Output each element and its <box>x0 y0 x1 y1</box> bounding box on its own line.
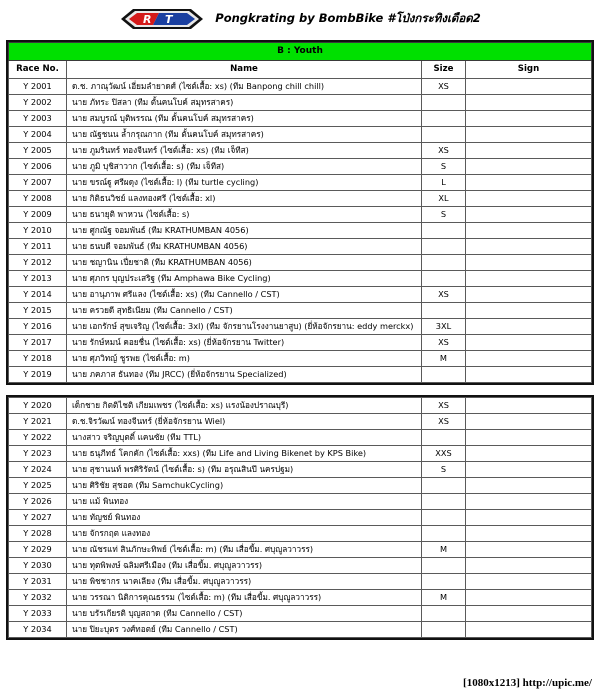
cell-size <box>422 478 466 494</box>
cell-size <box>421 223 465 239</box>
cell-race-no: Y 2002 <box>9 95 67 111</box>
cell-name: นาย ภูมิ บุชิสาวาก (ไซต์เสื้อ: s) (ทีม เจ็ทีส) <box>67 159 422 175</box>
cell-race-no: Y 2030 <box>9 558 67 574</box>
cell-race-no: Y 2010 <box>9 223 67 239</box>
table-row <box>9 287 592 303</box>
cell-name: นาย ครวยดี สุทธิเนียม (ทีม Cannello / CST) <box>67 303 422 319</box>
cell-sign <box>466 542 592 558</box>
page-title: Pongkrating by BombBike #โป่งกระทิงเดือด2 <box>215 11 481 25</box>
table-row <box>9 558 592 574</box>
cell-sign <box>465 207 591 223</box>
cell-race-no: Y 2031 <box>9 574 67 590</box>
cell-size: M <box>421 351 465 367</box>
cell-size <box>422 574 466 590</box>
column-header-name: Name <box>67 61 422 79</box>
cell-sign <box>465 319 591 335</box>
table-row <box>9 111 592 127</box>
cell-name: นาย กิติธนวิชย์ แลงทองศรี (ไซต์เสื้อ: xl) <box>67 191 422 207</box>
cell-sign <box>465 95 591 111</box>
cell-name: นาย อานุภาพ ศรีแลง (ไซต์เสื้อ: xs) (ทีม Cannello / CST) <box>67 287 422 303</box>
cell-size <box>422 622 466 638</box>
cell-race-no: Y 2015 <box>9 303 67 319</box>
cell-name: นาย ภคภาส ธันทอง (ทีม JRCC) (ยี่ห้อจักรยาน Specialized) <box>67 367 422 383</box>
cell-sign <box>465 271 591 287</box>
cell-name: นาย ปิยะบุตร วงศ์ทอตย์ (ทีม Cannello / CST) <box>67 622 422 638</box>
cell-race-no: Y 2023 <box>9 446 67 462</box>
cell-size: 3XL <box>421 319 465 335</box>
category-banner-row <box>9 43 592 61</box>
cell-name: นาย วรรณา นิติการคุณธรรม (ไซต์เสื้อ: m) (ทีม เสื่อขี้ม. ศบุญูลวาวรร) <box>67 590 422 606</box>
cell-name: นาย ชญานิน เปี่ยชาติ (ทีม KRATHUMBAN 4056) <box>67 255 422 271</box>
cell-sign <box>466 622 592 638</box>
cell-size <box>421 95 465 111</box>
table-row <box>9 351 592 367</box>
roster-table-1 <box>8 42 592 383</box>
cell-name: นาย ทุตพิพงษ์ ฉลิมศรีเมือง (ทีม เสื่อขี้ม. ศบุญูลวาวรร) <box>67 558 422 574</box>
table-row <box>9 574 592 590</box>
cell-sign <box>466 574 592 590</box>
table-row <box>9 542 592 558</box>
cell-sign <box>466 430 592 446</box>
table-row <box>9 510 592 526</box>
cell-race-no: Y 2013 <box>9 271 67 287</box>
table-row <box>9 319 592 335</box>
cell-sign <box>465 367 591 383</box>
cell-race-no: Y 2024 <box>9 462 67 478</box>
table-row <box>9 79 592 95</box>
cell-sign <box>465 175 591 191</box>
cell-race-no: Y 2011 <box>9 239 67 255</box>
table-row <box>9 494 592 510</box>
cell-sign <box>465 239 591 255</box>
cell-sign <box>465 191 591 207</box>
cell-size: S <box>421 207 465 223</box>
cell-size <box>422 606 466 622</box>
table-row <box>9 478 592 494</box>
cell-size: XXS <box>422 446 466 462</box>
cell-name: นาย ขรณ์ฐู ศรีผดุง (ไซต์เสื้อ: l) (ทีม turtle cycling) <box>67 175 422 191</box>
table-row <box>9 239 592 255</box>
cell-name: นาย ทัญชย์ พินทอง <box>67 510 422 526</box>
cell-size: XS <box>422 398 466 414</box>
cell-sign <box>465 79 591 95</box>
table-row <box>9 95 592 111</box>
cell-size <box>422 510 466 526</box>
cell-size: XL <box>421 191 465 207</box>
cell-sign <box>465 111 591 127</box>
cell-sign <box>466 462 592 478</box>
cell-race-no: Y 2027 <box>9 510 67 526</box>
cell-size <box>422 430 466 446</box>
cell-sign <box>465 127 591 143</box>
table-row <box>9 622 592 638</box>
cell-race-no: Y 2018 <box>9 351 67 367</box>
cell-race-no: Y 2001 <box>9 79 67 95</box>
cell-race-no: Y 2004 <box>9 127 67 143</box>
column-header-size: Size <box>421 61 465 79</box>
cell-sign <box>466 414 592 430</box>
cell-size <box>422 558 466 574</box>
cell-sign <box>465 335 591 351</box>
cell-size: XS <box>421 335 465 351</box>
cell-size <box>421 255 465 271</box>
cell-size: XS <box>421 287 465 303</box>
table-row <box>9 606 592 622</box>
table-row <box>9 143 592 159</box>
cell-name: นาย รักษ์หมน์ คอยชื่น (ไซต์เสื้อ: xs) (ยี่ห้อจักรยาน Twitter) <box>67 335 422 351</box>
cell-size <box>421 111 465 127</box>
cell-size: S <box>422 462 466 478</box>
table-row <box>9 414 592 430</box>
category-banner: B : Youth <box>9 43 592 61</box>
cell-race-no: Y 2005 <box>9 143 67 159</box>
cell-race-no: Y 2034 <box>9 622 67 638</box>
document-header <box>0 0 600 38</box>
cell-size: M <box>422 542 466 558</box>
table-row <box>9 223 592 239</box>
cell-name: นาย ธนายุติ พาหวน (ไซต์เสื้อ: s) <box>67 207 422 223</box>
watermark-footer: [1080x1213] http://upic.me/ <box>463 677 592 689</box>
table-row <box>9 191 592 207</box>
table-row <box>9 207 592 223</box>
table-row <box>9 175 592 191</box>
cell-size: XS <box>422 414 466 430</box>
cell-sign <box>465 351 591 367</box>
cell-name: ด.ช.จิรวัฒน์ ทองจีนทร์ (ยี่ห้อจักรยาน Wiel) <box>67 414 422 430</box>
cell-name: นาย จักรกฤต แลงทอง <box>67 526 422 542</box>
cell-name: นาย ณัฐชนน ล้ำกรุณกาก (ทีม ตั้นคนโบค์ สมุทรสาคร) <box>67 127 422 143</box>
cell-name: นาย บรัรเกียรติ บุญสถาด (ทีม Cannello / CST) <box>67 606 422 622</box>
cell-race-no: Y 2012 <box>9 255 67 271</box>
table-row <box>9 127 592 143</box>
cell-sign <box>466 478 592 494</box>
svg-text:T: T <box>165 13 173 26</box>
cell-race-no: Y 2014 <box>9 287 67 303</box>
table-row <box>9 398 592 414</box>
cell-name: ด.ช. ภาณุวัฒน์ เอี่ยมลำยาดศ์ (ไซต์เสื้อ: xs) (ทีม Banpong chill chill) <box>67 79 422 95</box>
roster-table-2 <box>8 397 592 638</box>
cell-name: นาย ภูมรินทร์ ทองจีนทร์ (ไซต์เสื้อ: xs) (ทีม เจ็ทีส) <box>67 143 422 159</box>
cell-size: L <box>421 175 465 191</box>
cell-size <box>422 526 466 542</box>
cell-sign <box>465 255 591 271</box>
cell-race-no: Y 2025 <box>9 478 67 494</box>
cell-race-no: Y 2028 <box>9 526 67 542</box>
cell-size <box>421 303 465 319</box>
cell-sign <box>465 287 591 303</box>
cell-race-no: Y 2019 <box>9 367 67 383</box>
cell-race-no: Y 2016 <box>9 319 67 335</box>
table-header-row <box>9 61 592 79</box>
cell-race-no: Y 2009 <box>9 207 67 223</box>
cell-sign <box>465 143 591 159</box>
cell-name: นาย ณัชรแท่ สินภักษะทิพย์ (ไซต์เสื้อ: m) (ทีม เสื่อขี้ม. ศบุญูลวาวรร) <box>67 542 422 558</box>
cell-sign <box>466 526 592 542</box>
cell-race-no: Y 2032 <box>9 590 67 606</box>
cell-race-no: Y 2026 <box>9 494 67 510</box>
cell-name: นาย สมบูรณ์ บุติพรรณ (ทีม ตั้นคนโบค์ สมุทรสาคร) <box>67 111 422 127</box>
cell-race-no: Y 2007 <box>9 175 67 191</box>
svg-text:R: R <box>143 13 152 26</box>
table-row <box>9 367 592 383</box>
cell-size <box>421 239 465 255</box>
cell-sign <box>465 303 591 319</box>
cell-race-no: Y 2006 <box>9 159 67 175</box>
cell-race-no: Y 2033 <box>9 606 67 622</box>
cell-name: นาย พิชชากร นาคเลียง (ทีม เสื่อขี้ม. ศบุญูลวาวรร) <box>67 574 422 590</box>
cell-name: นาย แม้ พินทอง <box>67 494 422 510</box>
cell-size <box>421 271 465 287</box>
cell-race-no: Y 2003 <box>9 111 67 127</box>
cell-name: นาย สุชานนท์ พรศิริรัตน์ (ไซต์เสื้อ: s) (ทีม อรุณสินปี นครปฐม) <box>67 462 422 478</box>
table-row <box>9 526 592 542</box>
cell-sign <box>466 606 592 622</box>
cell-sign <box>465 223 591 239</box>
cell-name: นาย ธนุภีทธ์ โคกคัก (ไซต์เสื้อ: xxs) (ทีม Life and Living Bikenet by KPS Bike) <box>67 446 422 462</box>
cell-name: เด็กชาย กิตติไชติ เกียมเพชร (ไซต์เสื้อ: xs) แรงน้องปราณบุรี) <box>67 398 422 414</box>
table-row <box>9 446 592 462</box>
cell-name: นาย ศุภวิทญ์ ชูรพย (ไซต์เสื้อ: m) <box>67 351 422 367</box>
column-header-race-no: Race No. <box>9 61 67 79</box>
cell-size: XS <box>421 79 465 95</box>
cell-size <box>421 367 465 383</box>
cell-name: นางสาว จริญบุตติ์ แคนซัย (ทีม TTL) <box>67 430 422 446</box>
table-row <box>9 430 592 446</box>
cell-race-no: Y 2017 <box>9 335 67 351</box>
cell-sign <box>466 510 592 526</box>
cell-sign <box>466 558 592 574</box>
cell-race-no: Y 2020 <box>9 398 67 414</box>
table-row <box>9 335 592 351</box>
cell-sign <box>466 494 592 510</box>
cell-name: นาย ศูกณัฐ จอมพันธ์ (ทีม KRATHUMBAN 4056) <box>67 223 422 239</box>
cell-size <box>422 494 466 510</box>
cell-sign <box>466 398 592 414</box>
cell-name: นาย ศุภกร บุญประเสริฐ (ทีม Amphawa Bike Cycling) <box>67 271 422 287</box>
cell-size <box>421 127 465 143</box>
table-row <box>9 255 592 271</box>
rt-logo-icon <box>119 5 205 33</box>
cell-name: นาย ธนบดี จอมพันธ์ (ทีม KRATHUMBAN 4056) <box>67 239 422 255</box>
table-row <box>9 271 592 287</box>
cell-sign <box>466 446 592 462</box>
cell-sign <box>465 159 591 175</box>
table-row <box>9 590 592 606</box>
cell-race-no: Y 2029 <box>9 542 67 558</box>
cell-size: S <box>421 159 465 175</box>
cell-name: นาย ศิริชัย สุชอด (ทีม SamchukCycling) <box>67 478 422 494</box>
column-header-sign: Sign <box>465 61 591 79</box>
table-row <box>9 159 592 175</box>
table-row <box>9 303 592 319</box>
roster-block-1 <box>6 40 594 385</box>
cell-name: นาย ภัทระ ปิสลา (ทีม ตั้นคนโบค์ สมุทรสาคร) <box>67 95 422 111</box>
roster-block-2 <box>6 395 594 640</box>
cell-race-no: Y 2008 <box>9 191 67 207</box>
table-row <box>9 462 592 478</box>
cell-name: นาย เอกรักษ์ สุขเจริญ (ไซต์เสื้อ: 3xl) (ทีม จักรยานโรงงานยาสูบ) (ยี่ห้อจักรยาน: eddy merckx) <box>67 319 422 335</box>
cell-race-no: Y 2021 <box>9 414 67 430</box>
cell-sign <box>466 590 592 606</box>
cell-race-no: Y 2022 <box>9 430 67 446</box>
cell-size: XS <box>421 143 465 159</box>
cell-size: M <box>422 590 466 606</box>
